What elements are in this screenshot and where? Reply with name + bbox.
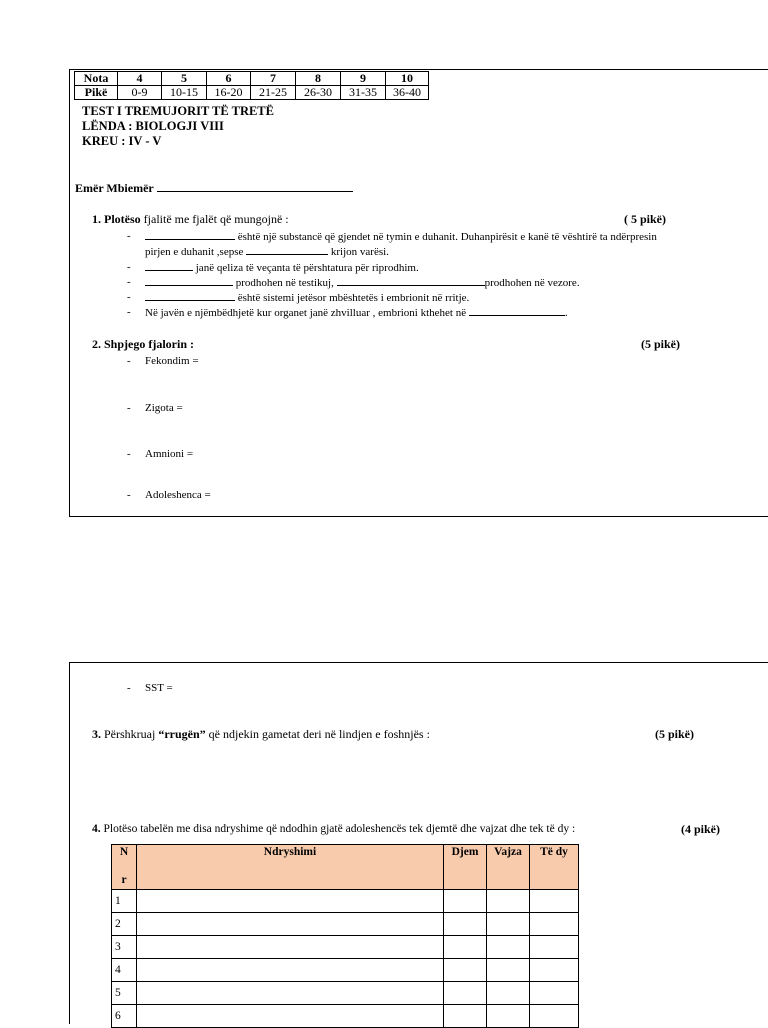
answer-blank[interactable] xyxy=(145,230,235,240)
grade-cell: 16-20 xyxy=(207,86,251,100)
name-field-row xyxy=(75,182,353,195)
question-verb: Shpjego fjalorin : xyxy=(104,337,194,351)
grade-cell: 6 xyxy=(207,72,251,86)
q2-term-2: Zigota = xyxy=(145,402,183,414)
question-3-prompt: 3. Përshkruaj “rrugën” që ndjekin gametat deri në lindjen e foshnjës : xyxy=(92,727,430,741)
question-number: 1. xyxy=(92,212,101,226)
q2-term-3: Amnioni = xyxy=(145,448,194,460)
answer-blank[interactable] xyxy=(337,276,485,286)
q1-bullet: - xyxy=(127,261,131,273)
grade-cell: 10 xyxy=(386,72,429,86)
answer-blank[interactable] xyxy=(145,276,233,286)
q1-item-3: prodhohen në testikuj, prodhohen në vezore. xyxy=(145,276,580,290)
q1-item-2: janë qeliza të veçanta të përshtatura për riprodhim. xyxy=(145,261,419,275)
question-3-points: (5 pikë) xyxy=(655,727,694,741)
q2-bullet: - xyxy=(127,402,131,414)
name-label: Emër Mbiemër xyxy=(75,181,154,195)
question-verb: Plotëso xyxy=(104,212,141,226)
question-number: 4. xyxy=(92,823,101,835)
grade-cell: 31-35 xyxy=(341,86,386,100)
table-row: 3 xyxy=(112,936,579,959)
question-number: 2. xyxy=(92,337,101,351)
table-row: 4 xyxy=(112,959,579,982)
q2-bullet: - xyxy=(127,355,131,367)
table-row: 2 xyxy=(112,913,579,936)
question-keyword: “rrugën” xyxy=(158,727,206,741)
q1-bullet: - xyxy=(127,230,131,242)
grade-table xyxy=(74,71,429,100)
changes-table xyxy=(111,844,579,1028)
q2-bullet: - xyxy=(127,489,131,501)
grade-cell: 5 xyxy=(162,72,207,86)
col-header-girls: Vajza xyxy=(487,845,530,890)
grade-cell: 0-9 xyxy=(118,86,162,100)
grade-cell: 4 xyxy=(118,72,162,86)
grade-cell: 36-40 xyxy=(386,86,429,100)
grade-cell: 7 xyxy=(251,72,296,86)
table-row: 6 xyxy=(112,1005,579,1028)
q2-term-5: SST = xyxy=(145,682,173,694)
col-header-nr: N r xyxy=(112,845,137,890)
answer-blank[interactable] xyxy=(145,261,193,271)
grade-cell: Pikë xyxy=(75,86,118,100)
grade-cell: 21-25 xyxy=(251,86,296,100)
q2-bullet: - xyxy=(127,682,131,694)
q1-item-1-cont: pirjen e duhanit ,sepse krijon varësi. xyxy=(145,246,389,258)
q1-item-5: Në javën e njëmbëdhjetë kur organet janë zhvilluar , embrioni kthehet në . xyxy=(145,307,568,319)
table-row: 1 xyxy=(112,890,579,913)
question-4-points: (4 pikë) xyxy=(681,822,720,836)
name-blank[interactable] xyxy=(157,182,353,192)
question-1-prompt xyxy=(92,213,289,226)
q1-item-4: është sistemi jetësor mbështetës i embrionit në rritje. xyxy=(145,291,469,305)
answer-blank[interactable] xyxy=(246,245,328,255)
q1-bullet: - xyxy=(127,276,131,288)
subject-line: LËNDA : BIOLOGJI VIII xyxy=(82,119,224,133)
q1-item-1: është një substancë që gjendet në tymin e duhanit. Duhanpirësit e kanë të vështirë ta ndërpresin xyxy=(145,230,657,244)
test-title: TEST I TREMUJORIT TË TRETË xyxy=(82,104,274,118)
q1-bullet: - xyxy=(127,306,131,318)
q2-term-4: Adoleshenca = xyxy=(145,489,211,501)
answer-blank[interactable] xyxy=(145,291,235,301)
question-2-points: (5 pikë) xyxy=(641,337,680,351)
col-header-both: Të dy xyxy=(530,845,579,890)
question-text: fjalitë me fjalët që mungojnë : xyxy=(140,212,289,226)
q1-bullet: - xyxy=(127,291,131,303)
grade-cell: 8 xyxy=(296,72,341,86)
question-number: 3. xyxy=(92,727,101,741)
table-row: 5 xyxy=(112,982,579,1005)
question-2-prompt xyxy=(92,338,194,351)
q2-bullet: - xyxy=(127,448,131,460)
answer-blank[interactable] xyxy=(469,306,565,316)
question-1-points: ( 5 pikë) xyxy=(624,212,666,226)
question-4-prompt: 4. Plotëso tabelën me disa ndryshime që ndodhin gjatë adoleshencës tek djemtë dhe vajzat dhe tek të dy : xyxy=(92,823,576,835)
grade-cell: 10-15 xyxy=(162,86,207,100)
grade-cell: Nota xyxy=(75,72,118,86)
col-header-change: Ndryshimi xyxy=(137,845,444,890)
col-header-boys: Djem xyxy=(444,845,487,890)
grade-cell: 26-30 xyxy=(296,86,341,100)
grade-cell: 9 xyxy=(341,72,386,86)
q2-term-1: Fekondim = xyxy=(145,355,199,367)
chapter-line: KREU : IV - V xyxy=(82,134,162,148)
